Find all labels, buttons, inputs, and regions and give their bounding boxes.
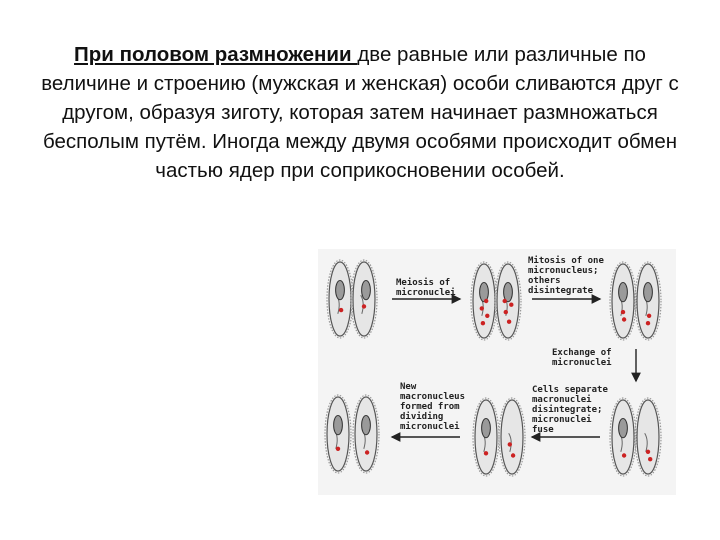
label-exchange-line2: micronuclei	[552, 358, 612, 368]
micronucleus	[646, 321, 650, 325]
label-separate-line5: fuse	[532, 425, 554, 435]
micronucleus	[481, 321, 485, 325]
label-newmac-line1: New	[400, 382, 417, 392]
cell-pair1-right	[351, 260, 377, 338]
macronucleus	[362, 416, 371, 435]
macronucleus	[336, 281, 345, 300]
label-newmac-line4: dividing	[400, 412, 444, 422]
label-mitosis-line1: Mitosis of one	[528, 256, 604, 266]
cell-pair3-right	[635, 262, 661, 340]
label-newmac-line3: formed from	[400, 402, 460, 412]
cell-pairs	[325, 260, 661, 476]
cell-bottom-2	[353, 395, 379, 473]
cell-bottom-1	[325, 395, 351, 473]
cell-pair3-left	[610, 262, 636, 340]
label-mitosis-line4: disintegrate	[528, 286, 594, 296]
description-body: две равные или различные по величине и строению (мужская и женская) особи сливаются друг с другом, образуя зиготу, которая затем начинает размножаться бесполым путём. Иногда между двумя особями происходит обмен частью ядер при соприкосновении особей.	[41, 43, 679, 182]
label-meiosis-line1: Meiosis of	[396, 278, 451, 288]
micronucleus	[484, 299, 488, 303]
macronucleus	[362, 281, 371, 300]
micronucleus	[648, 457, 652, 461]
label-newmac-line2: macronucleus	[400, 392, 466, 402]
macronucleus	[480, 283, 489, 302]
label-separate-line2: macronuclei	[532, 395, 592, 405]
micronucleus	[339, 308, 343, 312]
cell-pair2-left	[471, 262, 497, 340]
micronucleus	[365, 450, 369, 454]
description-paragraph	[40, 40, 680, 185]
micronucleus	[622, 317, 626, 321]
macronucleus	[619, 283, 628, 302]
micronucleus	[511, 453, 515, 457]
micronucleus	[508, 442, 512, 446]
label-newmac-line5: micronuclei	[400, 422, 460, 432]
label-separate-line3: disintegrate;	[532, 405, 603, 415]
micronucleus	[646, 450, 650, 454]
micronucleus	[509, 303, 513, 307]
micronucleus	[621, 310, 625, 314]
cell-bottom-4	[499, 398, 525, 476]
cell-bottom-pair-left	[610, 398, 636, 476]
micronucleus	[336, 447, 340, 451]
macronucleus	[334, 416, 343, 435]
micronucleus	[622, 453, 626, 457]
cell-pair2-right	[495, 262, 521, 340]
cell-pair1-left	[327, 260, 353, 338]
micronucleus	[503, 299, 507, 303]
micronucleus	[507, 320, 511, 324]
label-meiosis-line2: micronuclei	[396, 288, 456, 298]
label-separate-line1: Cells separate	[532, 385, 608, 395]
macronucleus	[619, 419, 628, 438]
label-mitosis-line2: micronucleus;	[528, 266, 599, 276]
micronucleus	[647, 314, 651, 318]
cell-bottom-3	[473, 398, 499, 476]
cell-bottom-pair-right	[635, 398, 661, 476]
micronucleus	[480, 306, 484, 310]
micronucleus	[504, 310, 508, 314]
label-mitosis-line3: others	[528, 276, 561, 286]
paramecium-conjugation-diagram	[318, 249, 676, 495]
macronucleus	[482, 419, 491, 438]
description-emphasis: При половом размножении	[74, 43, 358, 66]
label-separate-line4: micronuclei	[532, 415, 592, 425]
micronucleus	[362, 304, 366, 308]
micronucleus	[484, 451, 488, 455]
micronucleus	[485, 314, 489, 318]
macronucleus	[644, 283, 653, 302]
label-exchange-line1: Exchange of	[552, 348, 612, 358]
